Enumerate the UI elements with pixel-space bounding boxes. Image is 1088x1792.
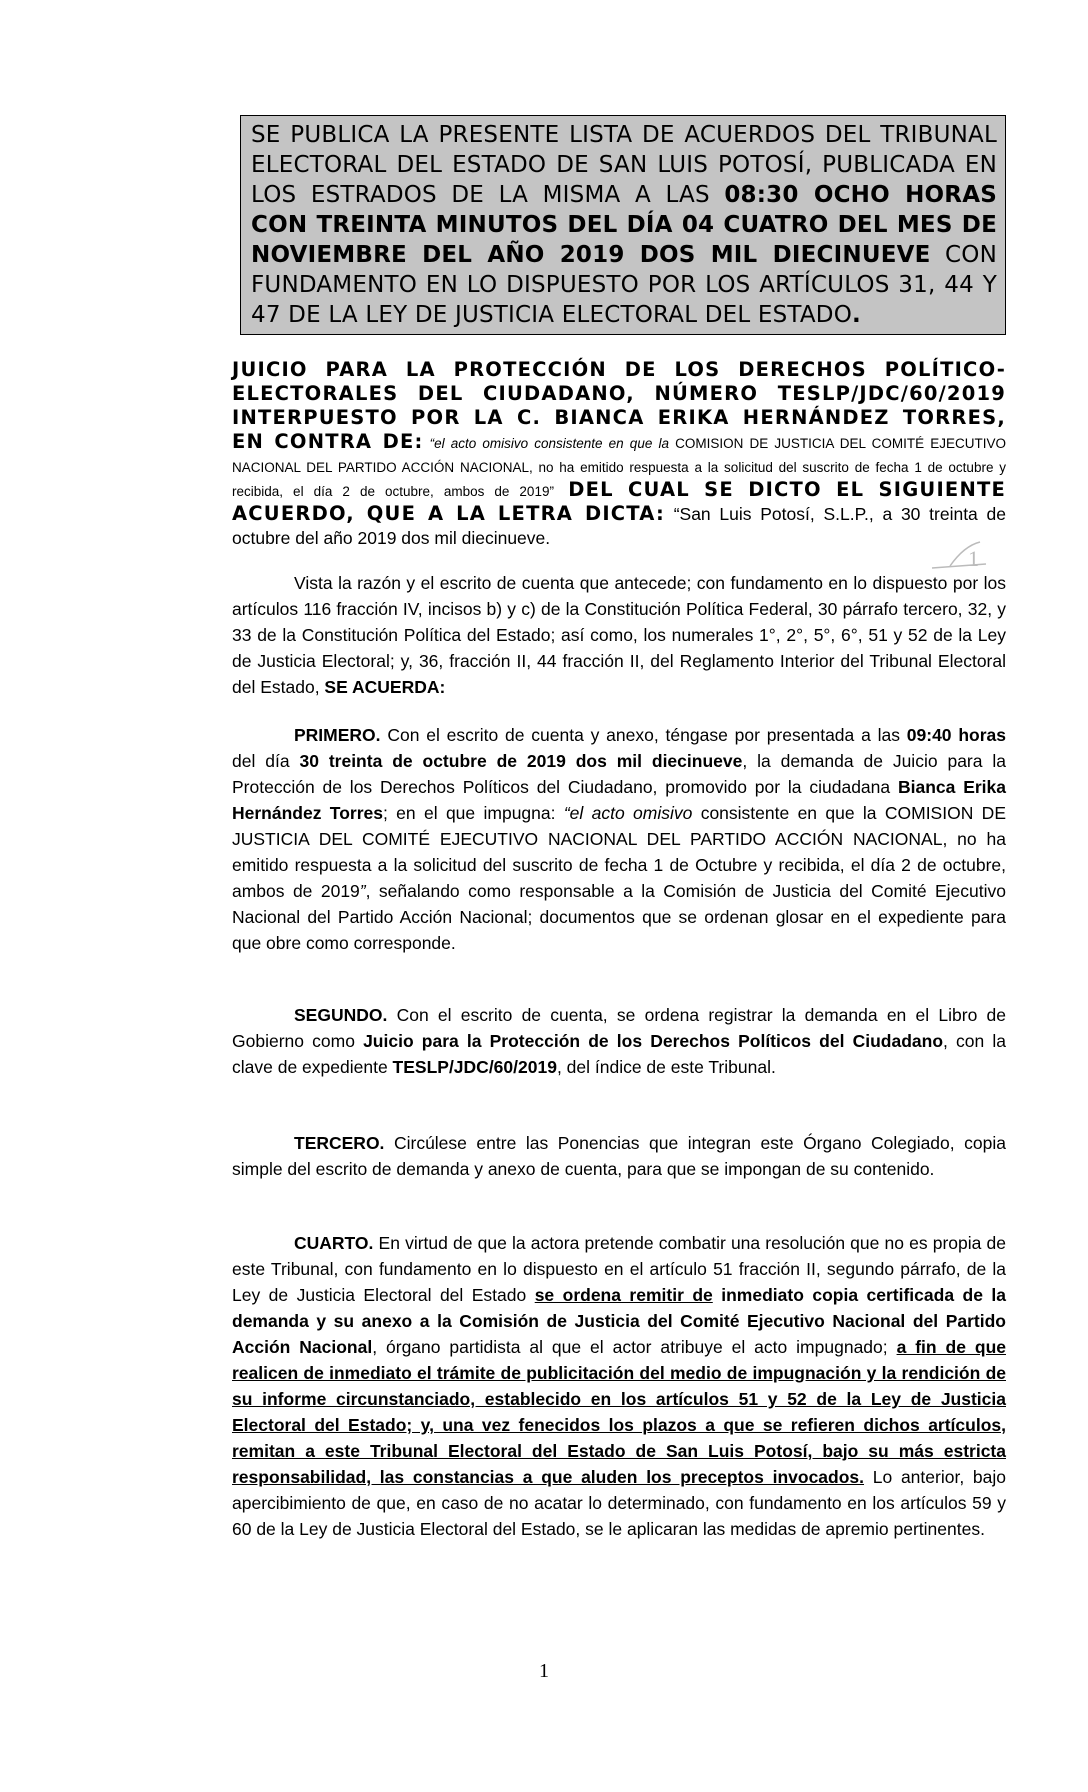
paragraph-vista: Vista la razón y el escrito de cuenta que antecede; con fundamento en lo dispuesto por los artículos 116 fracción IV, incisos b) y c) de la Constitución Política Federal, 30 párrafo tercero, 32, y 33 de la Constitución Política del Estado; así como, los numerales 1°, 2°, 5°, 6°, 51 y 52 de la Ley de Justicia Electoral; y, 36, fracción II, 44 fracción II, del Reglamento Interior del Tribunal Electoral del Estado, SE ACUERDA: bbox=[232, 573, 1006, 697]
caption-quote-italic: “el acto omisivo consistente en que la bbox=[423, 436, 669, 451]
caption-quote: COMISION DE JUSTICIA DEL COMITÉ EJECUTIVO NACIONAL DEL PARTIDO ACCIÓN NACIONAL, no ha emitido respuesta a la solicitud del suscrito de fecha 1 de octubre y recibida, el día 2 de octubre, ambos de 2019” bbox=[232, 436, 1006, 499]
caption-date: “San Luis Potosí, S.L.P., a 30 treinta de octubre del año 2019 dos mil diecinueve. bbox=[232, 504, 1007, 548]
segundo-label: SEGUNDO. bbox=[294, 1005, 388, 1025]
watermark-digit: 1 bbox=[968, 546, 979, 571]
publication-time: 08:30 OCHO HORAS CON TREINTA MINUTOS DEL DÍA 04 CUATRO DEL MES DE NOVIEMBRE DEL AÑO 2019 DOS MIL DIECINUEVE bbox=[251, 182, 997, 268]
paragraph-cuarto: CUARTO. En virtud de que la actora pretende combatir una resolución que no es propia de este Tribunal, con fundamento en lo dispuesto en el artículo 51 fracción II, segundo párrafo, de la Ley de Justicia Electoral del Estado se ordena remitir de inmediato copia certificada de la demanda y su anexo a la Comisión de Justicia del Comité Ejecutivo Nacional del Partido Acción Nacional, órgano partidista al que el actor atribuye el acto impugnado; a fin de que realicen de inmediato el trámite de publicitación del medio de impugnación y la rendición de su informe circunstanciado, establecido en los artículos 51 y 52 de la Ley de Justicia Electoral del Estado; y, una vez fenecidos los plazos a que se refieren dichos artículos, remitan a este Tribunal Electoral del Estado de San Luis Potosí, bajo su más estricta responsabilidad, las constancias a que aluden los preceptos invocados. Lo anterior, bajo apercibimiento de que, en caso de no acatar lo determinado, con fundamento en los artículos 59 y 60 de la Ley de Justicia Electoral del Estado, se le aplicaran las medidas de apremio pertinentes. bbox=[232, 1233, 1007, 1539]
paragraph-tercero: TERCERO. Circúlese entre las Ponencias que integran este Órgano Colegiado, copia simple del escrito de demanda y anexo de cuenta, para que se impongan de su contenido. bbox=[232, 1133, 1006, 1179]
se-acuerda: SE ACUERDA: bbox=[324, 677, 446, 697]
actora-name: Bianca Erika Hernández Torres bbox=[232, 777, 1006, 823]
page-number: 1 bbox=[539, 1660, 549, 1682]
expediente-clave: TESLP/JDC/60/2019 bbox=[392, 1057, 557, 1077]
publication-notice-text: SE PUBLICA LA PRESENTE LISTA DE ACUERDOS DEL TRIBUNAL ELECTORAL DEL ESTADO DE SAN LUIS POTOSÍ, PUBLICADA EN LOS ESTRADOS DE LA MISMA A LAS 08:30 OCHO HORAS CON TREINTA MINUTOS DEL DÍA 04 CUATRO DEL MES DE NOVIEMBRE DEL AÑO 2019 DOS MIL DIECINUEVE CON FUNDAMENTO EN LO DISPUESTO POR LOS ARTÍCULOS 31, 44 Y 47 DE LA LEY DE JUSTICIA ELECTORAL DEL ESTADO. bbox=[251, 122, 998, 328]
paragraph-primero: PRIMERO. Con el escrito de cuenta y anexo, téngase por presentada a las 09:40 horas del día 30 treinta de octubre de 2019 dos mil diecinueve, la demanda de Juicio para la Protección de los Derechos Políticos del Ciudadano, promovido por la ciudadana Bianca Erika Hernández Torres; en el que impugna: “el acto omisivo consistente en que la COMISION DE JUSTICIA DEL COMITÉ EJECUTIVO NACIONAL DEL PARTIDO ACCIÓN NACIONAL, no ha emitido respuesta a la solicitud del suscrito de fecha 1 de Octubre y recibida, el día 2 de octubre, ambos de 2019”, señalando como responsable a la Comisión de Justicia del Comité Ejecutivo Nacional del Partido Acción Nacional; documentos que se ordenan glosar en el expediente para que obre como corresponde. bbox=[232, 725, 1006, 953]
caption-heading-2: DEL CUAL SE DICTO EL SIGUIENTE ACUERDO, QUE A LA LETRA DICTA: bbox=[232, 478, 1006, 525]
case-caption bbox=[232, 358, 1006, 550]
cuarto-underlined-order: a fin de que realicen de inmediato el trámite de publicitación del medio de impugnación y la rendición de su informe circunstanciado, establecido en los artículos 51 y 52 de la Ley de Justicia Electoral del Estado; y, una vez fenecidos los plazos a que se refieren dichos artículos, remitan a este Tribunal Electoral del Estado de San Luis Potosí, bajo su más estricta responsabilidad, las constancias a que aluden los preceptos invocados. bbox=[232, 1337, 1006, 1487]
cuarto-label: CUARTO. bbox=[294, 1233, 374, 1253]
primero-label: PRIMERO. bbox=[294, 725, 381, 745]
caption-heading: JUICIO PARA LA PROTECCIÓN DE LOS DERECHOS POLÍTICO-ELECTORALES DEL CIUDADANO, NÚMERO TESLP/JDC/60/2019 INTERPUESTO POR LA C. BIANCA ERIKA HERNÁNDEZ TORRES, EN CONTRA DE: bbox=[232, 358, 1006, 453]
paragraph-segundo: SEGUNDO. Con el escrito de cuenta, se ordena registrar la demanda en el Libro de Gobierno como Juicio para la Protección de los Derechos Políticos del Ciudadano, con la clave de expediente TESLP/JDC/60/2019, del índice de este Tribunal. bbox=[232, 1005, 1006, 1077]
tercero-label: TERCERO. bbox=[294, 1133, 385, 1153]
seal-watermark bbox=[930, 536, 990, 572]
publication-notice-box bbox=[240, 115, 1006, 335]
